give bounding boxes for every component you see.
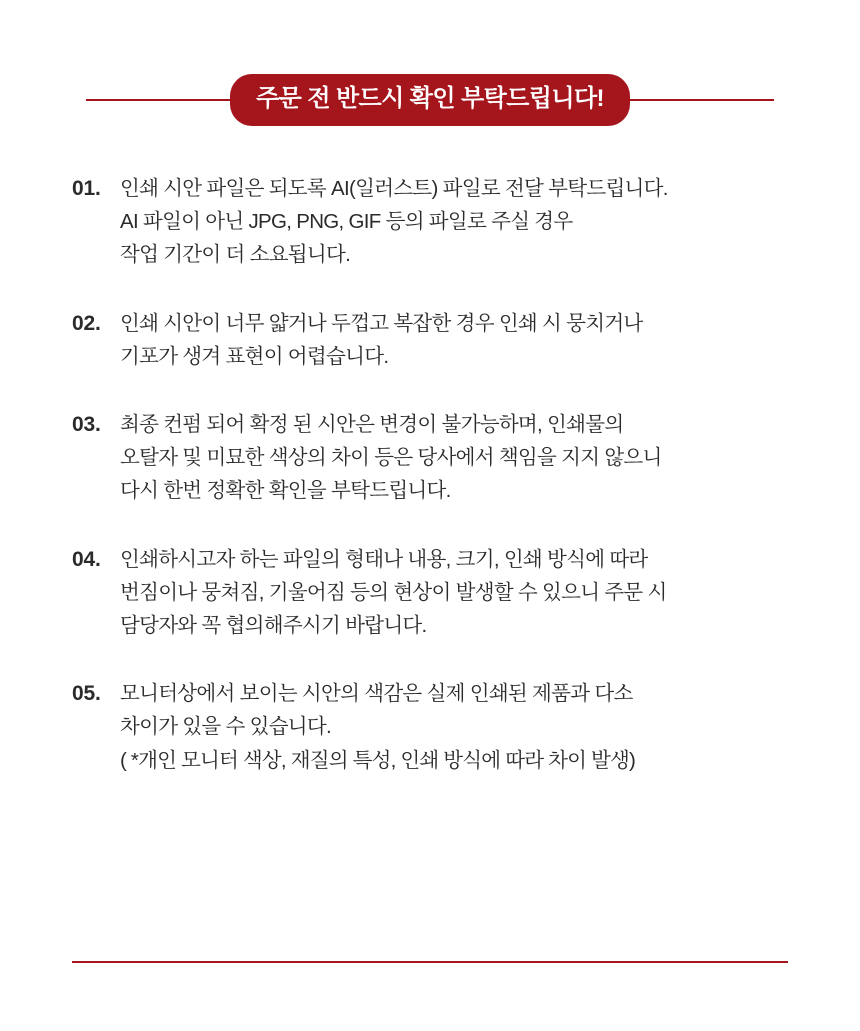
list-item-line: 모니터상에서 보이는 시안의 색감은 실제 인쇄된 제품과 다소 (120, 682, 633, 706)
header-rule-right (624, 99, 774, 101)
list-item-line: 인쇄 시안 파일은 되도록 AI(일러스트) 파일로 전달 부탁드립니다. (120, 177, 668, 200)
list-item-line: 담당자와 꼭 협의해주시기 바랍니다. (120, 614, 427, 638)
list-item (72, 172, 820, 272)
list-item-line: 인쇄하시고자 하는 파일의 형태나 내용, 크기, 인쇄 방식에 따라 (120, 547, 648, 571)
list-item-number: 03. (72, 413, 101, 437)
page-title-badge: 주문 전 반드시 확인 부탁드립니다! (230, 74, 630, 126)
list-item-line: 번짐이나 뭉쳐짐, 기울어짐 등의 현상이 발생할 수 있으니 주문 시 (120, 580, 667, 604)
header-rule-left (86, 99, 236, 101)
list-item-line: 인쇄 시안이 너무 얇거나 두껍고 복잡한 경우 인쇄 시 뭉치거나 (120, 311, 643, 335)
list-item-body (120, 543, 820, 643)
list-item-number: 04. (72, 547, 101, 571)
list-item-number: 05. (72, 682, 101, 706)
list-item-line: 작업 기간이 더 소요됩니다. (120, 243, 351, 267)
list-item (72, 543, 820, 643)
notice-list (0, 172, 860, 777)
list-item-body (120, 172, 820, 272)
page-header (0, 0, 860, 126)
list-item-line: 기포가 생겨 표현이 어렵습니다. (120, 344, 389, 368)
list-item-body (120, 677, 820, 777)
list-item-body (120, 307, 820, 373)
list-item-line: ( *개인 모니터 색상, 재질의 특성, 인쇄 방식에 따라 차이 발생) (120, 748, 636, 772)
list-item (72, 677, 820, 777)
list-item (72, 307, 820, 373)
list-item-number: 02. (72, 311, 101, 335)
list-item-line: 다시 한번 정확한 확인을 부탁드립니다. (120, 479, 451, 503)
list-item-line: 차이가 있을 수 있습니다. (120, 715, 332, 739)
list-item-line: 최종 컨펌 되어 확정 된 시안은 변경이 불가능하며, 인쇄물의 (120, 413, 624, 437)
footer-divider (72, 961, 788, 963)
list-item-body (120, 408, 820, 508)
list-item-line: AI 파일이 아닌 JPG, PNG, GIF 등의 파일로 주실 경우 (120, 210, 573, 234)
list-item-number: 01. (72, 177, 101, 200)
list-item (72, 408, 820, 508)
list-item-line: 오탈자 및 미묘한 색상의 차이 등은 당사에서 책임을 지지 않으니 (120, 446, 662, 470)
